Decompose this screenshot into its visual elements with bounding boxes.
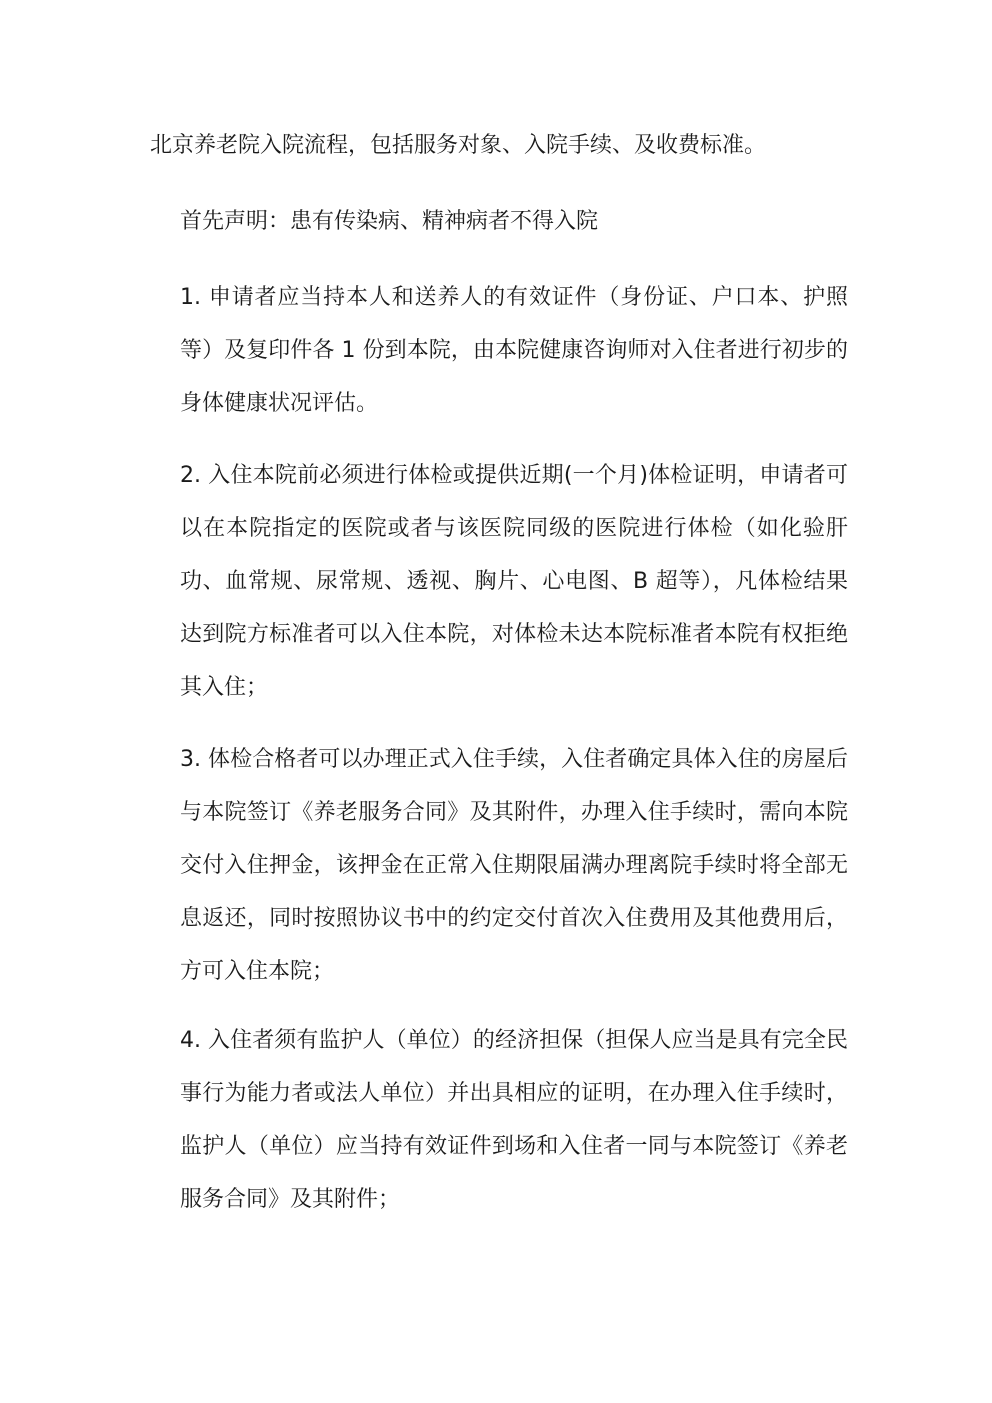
list-item: 1. 申请者应当持本人和送养人的有效证件（身份证、户口本、护照等）及复印件各 1 份到本院，由本院健康咨询师对入住者进行初步的身体健康状况评估。 <box>180 285 848 416</box>
list-item: 2. 入住本院前必须进行体检或提供近期(一个月)体检证明，申请者可以在本院指定的医院或者与该医院同级的医院进行体检（如化验肝功、血常规、尿常规、透视、胸片、心电图、B 超等），凡体检结果达到院方标准者可以入住本院，对体检未达本院标准者本院有权拒绝其入住； <box>180 463 848 700</box>
notice-paragraph: 首先声明：患有传染病、精神病者不得入院 <box>180 209 599 234</box>
intro-paragraph: 北京养老院入院流程，包括服务对象、入院手续、及收费标准。 <box>150 133 767 158</box>
list-item: 4. 入住者须有监护人（单位）的经济担保（担保人应当是具有完全民事行为能力者或法人单位）并出具相应的证明，在办理入住手续时，监护人（单位）应当持有效证件到场和入住者一同与本院签订《养老服务合同》及其附件； <box>180 1028 848 1212</box>
list-item: 3. 体检合格者可以办理正式入住手续，入住者确定具体入住的房屋后与本院签订《养老服务合同》及其附件，办理入住手续时，需向本院交付入住押金，该押金在正常入住期限届满办理离院手续时将全部无息返还，同时按照协议书中的约定交付首次入住费用及其他费用后，方可入住本院； <box>180 747 848 984</box>
